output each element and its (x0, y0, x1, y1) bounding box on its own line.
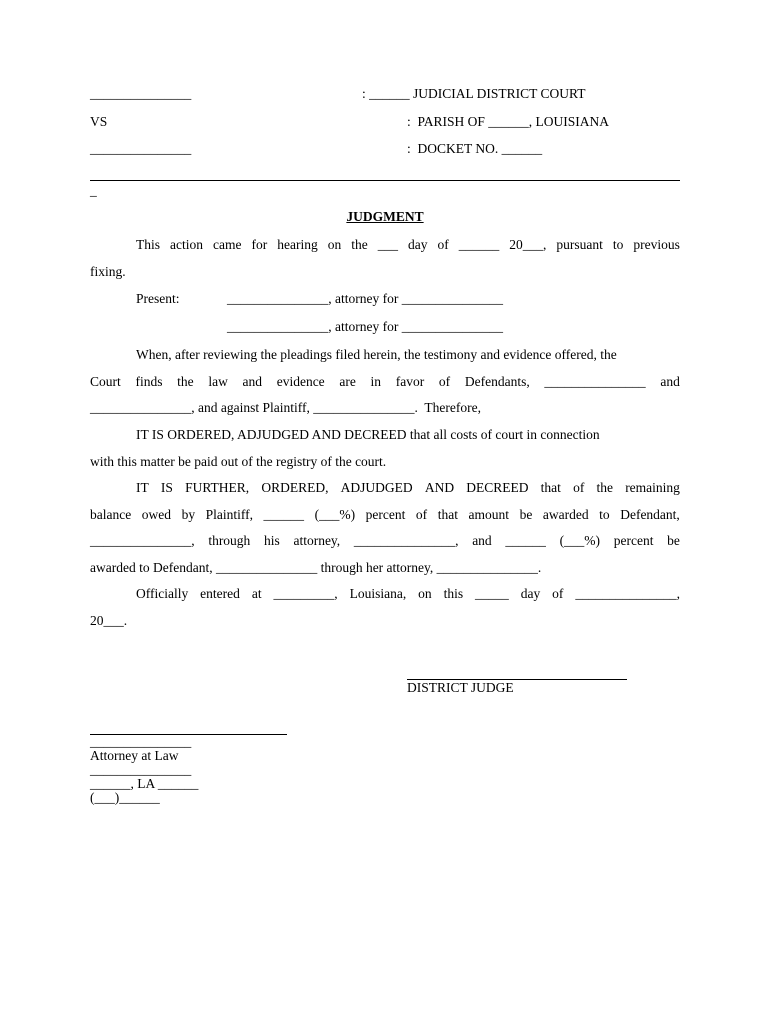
word: day (520, 586, 541, 601)
word: evidence (276, 374, 325, 389)
divider-trailing-mark: _ (90, 183, 97, 198)
word: and (660, 374, 680, 389)
word: of (573, 480, 585, 495)
word: Court (90, 374, 121, 389)
word: (___%) (314, 507, 356, 522)
caption-divider (90, 180, 680, 181)
costs-order-line-1: IT IS ORDERED, ADJUDGED AND DECREED that all costs of court in connection (136, 427, 600, 442)
award-order-line-2 (90, 507, 680, 523)
attorney-name-blank: _______________ (90, 734, 192, 749)
word: ______ (458, 237, 500, 252)
word: hearing (277, 237, 318, 252)
hearing-paragraph-line-2: fixing. (90, 264, 126, 279)
judge-label: DISTRICT JUDGE (407, 680, 514, 695)
present-attorney-2: _______________, attorney for _______________ (227, 319, 503, 334)
versus-label: VS (90, 114, 108, 129)
word: on (327, 237, 342, 252)
word: IS (160, 480, 173, 495)
word: favor (395, 374, 425, 389)
word: of (437, 237, 449, 252)
plaintiff-blank: _______________ (90, 86, 192, 101)
word: percent (613, 533, 654, 548)
word: to (599, 507, 610, 522)
word: _____ (475, 586, 509, 601)
defendant-blank: _______________ (90, 141, 192, 156)
word: DECREED (466, 480, 529, 495)
word: ______ (263, 507, 305, 522)
word: awarded (542, 507, 589, 522)
word: balance (90, 507, 132, 522)
word: ______ (505, 533, 546, 548)
word: and (242, 374, 263, 389)
word: came (213, 237, 242, 252)
word: owed (141, 507, 172, 522)
hearing-paragraph-line-1 (136, 237, 680, 253)
word: in (370, 374, 382, 389)
page-title: JUDGMENT (346, 209, 424, 224)
word: pursuant (556, 237, 603, 252)
word: for (251, 237, 268, 252)
word: the (177, 374, 194, 389)
docket-line: : DOCKET NO. ______ (407, 141, 543, 156)
word: percent (365, 507, 406, 522)
word: remaining (625, 480, 680, 495)
word: be (667, 533, 680, 548)
word: action (170, 237, 204, 252)
word: Plaintiff, (205, 507, 253, 522)
word: day (407, 237, 428, 252)
word: through (208, 533, 251, 548)
word: 20___, (509, 237, 547, 252)
word: Defendant, (620, 507, 680, 522)
word: the (596, 480, 614, 495)
word: ___ (377, 237, 398, 252)
word: on (418, 586, 432, 601)
word: ORDERED, (261, 480, 329, 495)
word: entered (200, 586, 240, 601)
word: _______________, (90, 533, 195, 548)
word: Louisiana, (349, 586, 407, 601)
word: be (519, 507, 533, 522)
word: IT (136, 480, 149, 495)
word: and (472, 533, 492, 548)
word: Defendants, (464, 374, 530, 389)
word: his (264, 533, 280, 548)
word: _______________, (575, 586, 680, 601)
findings-line-3: _______________, and against Plaintiff, _______________. Therefore, (90, 400, 481, 415)
word: previous (633, 237, 680, 252)
attorney-address-blank: _______________ (90, 762, 192, 777)
word: This (136, 237, 161, 252)
word: _______________ (544, 374, 646, 389)
word: by (181, 507, 196, 522)
findings-line-2 (90, 374, 680, 390)
word: the (351, 237, 368, 252)
word: of (415, 507, 428, 522)
present-label: Present: (136, 291, 180, 306)
entry-line-2: 20___. (90, 613, 128, 628)
attorney-phone: (___)______ (90, 790, 160, 805)
word: (___%) (559, 533, 601, 548)
entry-line-1 (136, 586, 680, 602)
award-order-line-4: awarded to Defendant, _______________ through her attorney, _______________. (90, 560, 542, 575)
word: _________, (273, 586, 338, 601)
costs-order-line-2: with this matter be paid out of the registry of the court. (90, 454, 387, 469)
word: _______________, (353, 533, 459, 548)
word: AND (424, 480, 455, 495)
word: that (540, 480, 561, 495)
word: Officially (136, 586, 189, 601)
word: of (552, 586, 564, 601)
award-order-line-3 (90, 533, 680, 549)
word: attorney, (293, 533, 341, 548)
word: are (339, 374, 356, 389)
attorney-title: Attorney at Law (90, 748, 179, 763)
award-order-line-1 (136, 480, 680, 496)
word: at (251, 586, 262, 601)
word: FURTHER, (185, 480, 250, 495)
word: finds (135, 374, 163, 389)
word: ADJUDGED (340, 480, 413, 495)
word: this (443, 586, 464, 601)
word: of (438, 374, 451, 389)
present-attorney-1: _______________, attorney for _______________ (227, 291, 503, 306)
parish-line: : PARISH OF ______, LOUISIANA (407, 114, 610, 129)
findings-line-1: When, after reviewing the pleadings filed herein, the testimony and evidence offered, the (136, 347, 617, 362)
word: amount (468, 507, 510, 522)
word: that (437, 507, 458, 522)
court-name: : ______ JUDICIAL DISTRICT COURT (362, 86, 586, 101)
word: to (612, 237, 624, 252)
attorney-city-state: ______, LA ______ (90, 776, 199, 791)
word: law (208, 374, 228, 389)
